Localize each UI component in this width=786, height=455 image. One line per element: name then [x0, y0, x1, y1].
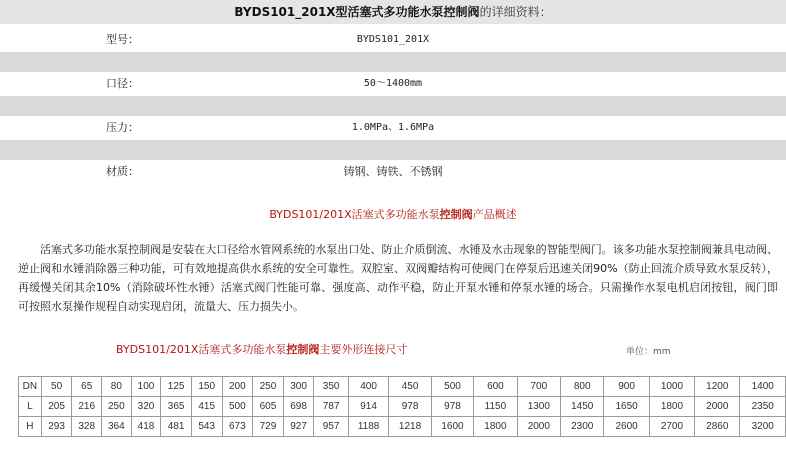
table-cell: 605 [253, 397, 284, 417]
overview-heading [0, 206, 786, 222]
overview-heading-pre: BYDS101/201X活塞式多功能水泵 [269, 208, 440, 221]
table-cell: 1188 [348, 417, 388, 437]
table-cell: 65 [72, 377, 102, 397]
table-cell: 415 [191, 397, 222, 417]
table-cell: 787 [314, 397, 349, 417]
table-cell: 1650 [604, 397, 649, 417]
table-cell: 365 [161, 397, 192, 417]
table-cell: 250 [102, 397, 132, 417]
table-cell: 80 [102, 377, 132, 397]
table-cell: 250 [253, 377, 284, 397]
spec-row-caliber [0, 74, 786, 94]
table-cell: 481 [161, 417, 192, 437]
table-row [19, 417, 786, 437]
table-cell: 1600 [431, 417, 473, 437]
table-cell: 418 [131, 417, 161, 437]
unit-label: 单位：mm [626, 347, 671, 357]
table-cell: 914 [348, 397, 388, 417]
table-cell: 200 [222, 377, 253, 397]
table-cell: 364 [102, 417, 132, 437]
spec-value: 1.0MPa、1.6MPa [351, 122, 435, 133]
row-label: H [19, 417, 42, 437]
table-cell: 125 [161, 377, 192, 397]
dimensions-heading [116, 341, 407, 357]
table-row [19, 377, 786, 397]
overview-text: 活塞式多功能水泵控制阀是安装在大口径给水管网系统的水泵出口处、防止介质倒流、水锤及水击现象的智能型阀门。该多功能水泵控制阀兼具电动阀、逆止阀和水锤消除器三种功能，可有效地提高供水系统的安全可靠性。双腔室、双阀瓣结构可使阀门在停泵后迅速关闭90%（防止回流介质导致水泵反转），再缓慢关闭其余10%（消除破坏性水锤）活塞式阀门性能可靠、强度高、动作平稳，防止开泵水锤和停泵水锤的场合。只需操作水泵电机启闭按钮，阀门即可按照水泵操作规程自动实现启闭，流量大、压力损失小。 [18, 243, 778, 313]
spec-row-model [0, 30, 786, 50]
spec-label: 材质： [106, 165, 139, 178]
row-divider [0, 96, 786, 116]
row-divider [0, 52, 786, 72]
table-cell: 698 [283, 397, 314, 417]
dimensions-heading-bold: 控制阀 [286, 343, 320, 356]
table-cell: 350 [314, 377, 349, 397]
table-cell: 50 [41, 377, 72, 397]
page-title [0, 0, 786, 24]
spec-label: 型号： [106, 33, 139, 46]
row-divider [0, 140, 786, 160]
table-cell: 2600 [604, 417, 649, 437]
table-cell: 500 [222, 397, 253, 417]
table-cell: 150 [191, 377, 222, 397]
spec-value: 铸钢、铸铁、不锈钢 [343, 165, 443, 178]
table-cell: 1218 [389, 417, 431, 437]
spec-row-pressure [0, 118, 786, 138]
spec-value: BYDS101_201X [356, 34, 430, 45]
spec-value: 50～1400mm [363, 78, 423, 89]
table-cell: 673 [222, 417, 253, 437]
table-cell: 1400 [740, 377, 786, 397]
table-cell: 2700 [649, 417, 694, 437]
table-cell: 100 [131, 377, 161, 397]
spec-label: 压力： [106, 121, 139, 134]
table-cell: 600 [474, 377, 517, 397]
table-cell: 293 [41, 417, 72, 437]
table-cell: 900 [604, 377, 649, 397]
table-cell: 2000 [517, 417, 560, 437]
overview-heading-bold: 控制阀 [439, 208, 473, 221]
overview-heading-post: 产品概述 [472, 208, 517, 221]
table-cell: 978 [431, 397, 473, 417]
table-cell: 3200 [740, 417, 786, 437]
table-cell: 450 [389, 377, 431, 397]
table-cell: 729 [253, 417, 284, 437]
table-cell: 500 [431, 377, 473, 397]
table-cell: 1450 [561, 397, 604, 417]
table-cell: 543 [191, 417, 222, 437]
table-cell: 957 [314, 417, 349, 437]
table-cell: 700 [517, 377, 560, 397]
row-label: L [19, 397, 42, 417]
row-label: DN [19, 377, 42, 397]
page-title-suffix: 的详细资料： [479, 5, 552, 19]
table-row [19, 397, 786, 417]
table-cell: 2350 [740, 397, 786, 417]
table-cell: 328 [72, 417, 102, 437]
table-cell: 1150 [474, 397, 517, 417]
table-cell: 1800 [474, 417, 517, 437]
table-cell: 1000 [649, 377, 694, 397]
table-cell: 927 [283, 417, 314, 437]
page-title-strong: BYDS101_201X型活塞式多功能水泵控制阀 [234, 5, 480, 19]
table-cell: 216 [72, 397, 102, 417]
table-cell: 205 [41, 397, 72, 417]
table-cell: 800 [561, 377, 604, 397]
dimensions-heading-pre: BYDS101/201X活塞式多功能水泵 [116, 343, 287, 356]
table-cell: 400 [348, 377, 388, 397]
table-cell: 1200 [695, 377, 740, 397]
dimensions-table [18, 376, 786, 437]
spec-row-material [0, 162, 786, 182]
table-cell: 2000 [695, 397, 740, 417]
spec-label: 口径： [106, 77, 139, 90]
table-cell: 1300 [517, 397, 560, 417]
table-cell: 978 [389, 397, 431, 417]
table-cell: 300 [283, 377, 314, 397]
table-cell: 320 [131, 397, 161, 417]
table-cell: 1800 [649, 397, 694, 417]
table-cell: 2300 [561, 417, 604, 437]
dimensions-heading-post: 主要外形连接尺寸 [319, 343, 408, 356]
table-cell: 2860 [695, 417, 740, 437]
